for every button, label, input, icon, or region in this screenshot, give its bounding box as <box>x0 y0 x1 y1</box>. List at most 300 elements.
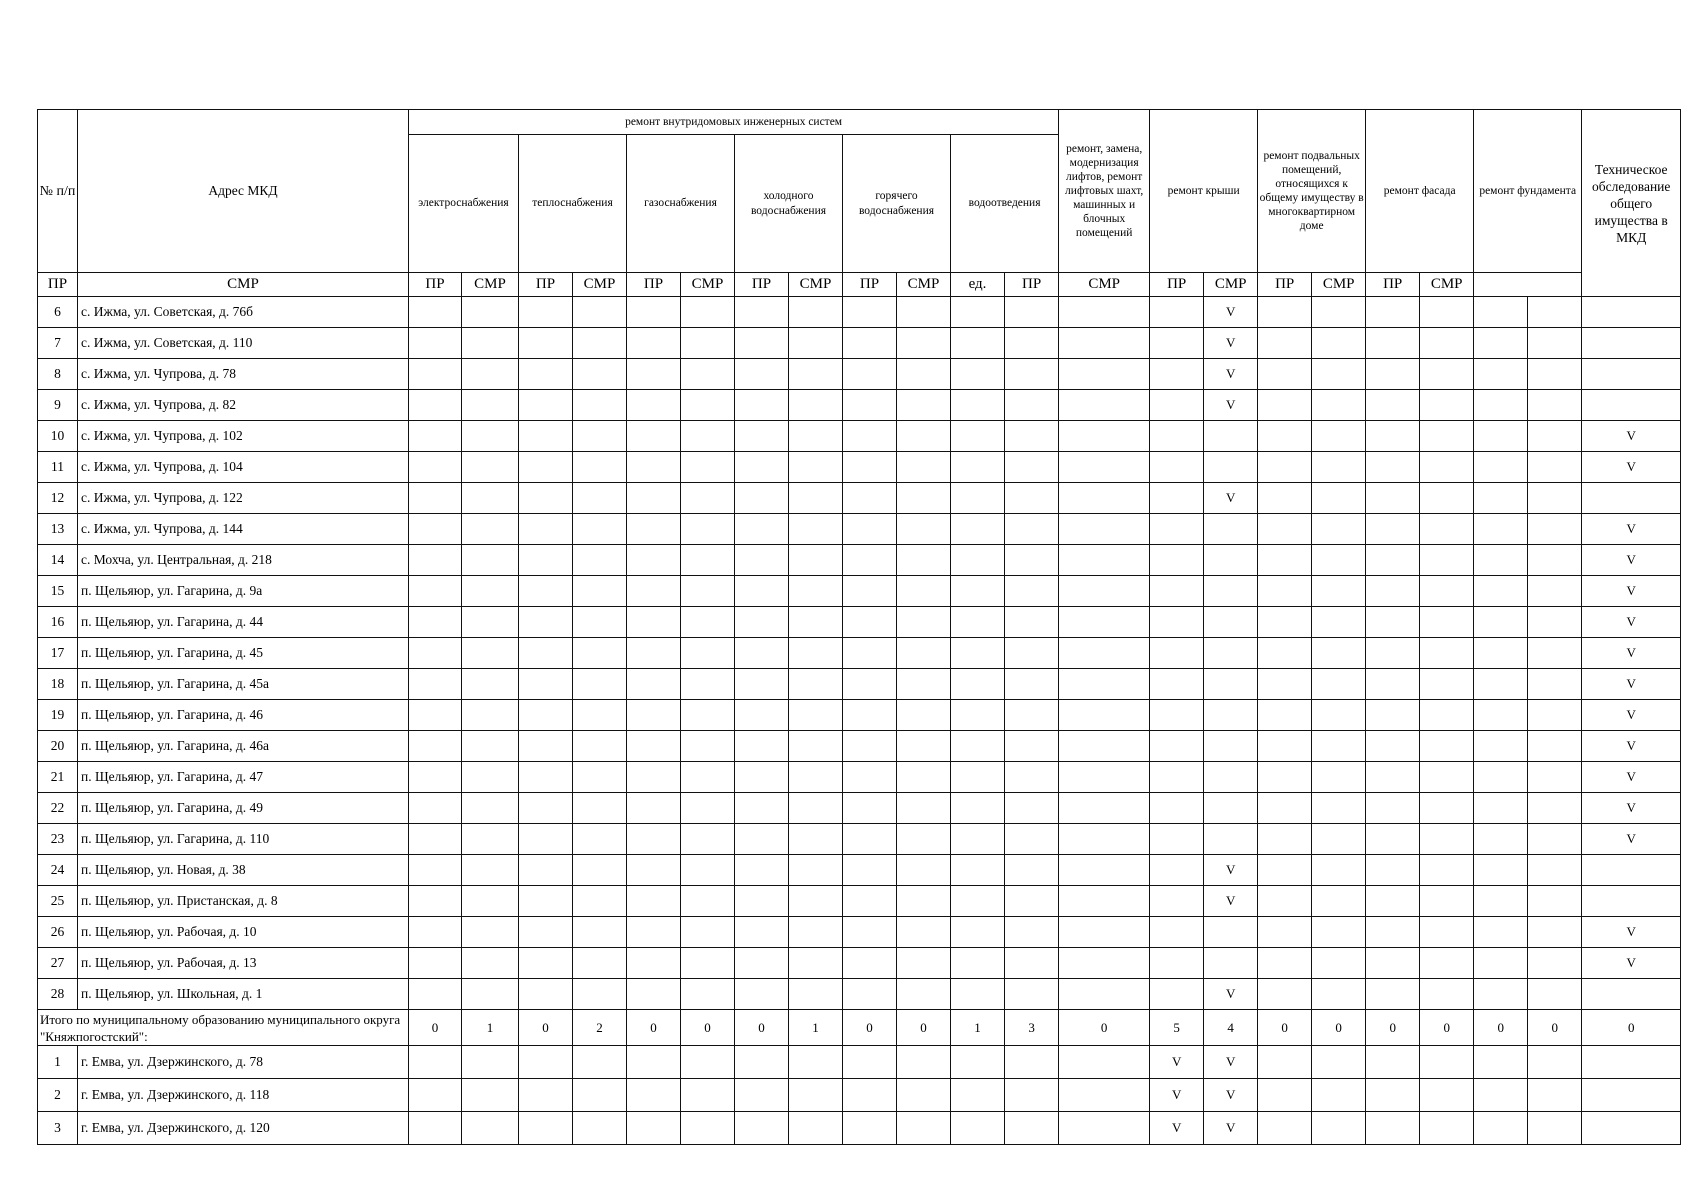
empty-cell <box>1059 607 1150 638</box>
empty-cell <box>897 700 951 731</box>
tech-inspection-mark: V <box>1582 762 1681 793</box>
empty-cell <box>409 328 462 359</box>
empty-cell <box>1258 390 1312 421</box>
empty-cell <box>1366 824 1420 855</box>
empty-cell <box>462 607 519 638</box>
empty-cell <box>409 948 462 979</box>
empty-cell <box>1312 1112 1366 1145</box>
empty-cell <box>843 731 897 762</box>
subheader-smr: СМР <box>78 273 409 297</box>
empty-cell <box>1312 824 1366 855</box>
subheader-smr: СМР <box>1420 273 1474 297</box>
empty-cell <box>409 483 462 514</box>
empty-cell <box>1059 1112 1150 1145</box>
row-address: п. Щельяюр, ул. Гагарина, д. 45 <box>78 638 409 669</box>
empty-cell <box>951 390 1005 421</box>
tech-inspection-mark: V <box>1582 824 1681 855</box>
empty-cell <box>1312 762 1366 793</box>
roof-pr-mark <box>1150 328 1204 359</box>
empty-cell <box>462 700 519 731</box>
empty-cell <box>462 1112 519 1145</box>
total-value: 1 <box>951 1010 1005 1046</box>
row-number: 2 <box>38 1079 78 1112</box>
tech-inspection-mark: V <box>1582 576 1681 607</box>
total-value: 0 <box>1420 1010 1474 1046</box>
table-row <box>38 700 1681 731</box>
empty-cell <box>1312 638 1366 669</box>
empty-cell <box>735 1046 789 1079</box>
empty-cell <box>1420 297 1474 328</box>
empty-cell <box>681 576 735 607</box>
empty-cell <box>1005 762 1059 793</box>
empty-cell <box>681 514 735 545</box>
roof-smr-mark <box>1204 669 1258 700</box>
row-address: п. Щельяюр, ул. Гагарина, д. 49 <box>78 793 409 824</box>
empty-cell <box>409 917 462 948</box>
empty-cell <box>1005 1046 1059 1079</box>
empty-cell <box>789 700 843 731</box>
empty-cell <box>1420 917 1474 948</box>
roof-pr-mark <box>1150 390 1204 421</box>
empty-cell <box>519 762 573 793</box>
empty-cell <box>409 545 462 576</box>
repair-plan-table <box>37 109 1681 1145</box>
empty-cell <box>843 576 897 607</box>
empty-cell <box>1366 979 1420 1010</box>
empty-cell <box>519 359 573 390</box>
empty-cell <box>681 979 735 1010</box>
empty-cell <box>951 855 1005 886</box>
empty-cell <box>1528 483 1582 514</box>
empty-cell <box>627 793 681 824</box>
header-system-cold-water: холодного водоснабжения <box>735 135 843 273</box>
empty-cell <box>1474 483 1528 514</box>
table-row <box>38 731 1681 762</box>
empty-cell <box>519 917 573 948</box>
empty-cell <box>1366 483 1420 514</box>
total-value: 0 <box>1528 1010 1582 1046</box>
empty-cell <box>627 1112 681 1145</box>
tech-inspection-mark: V <box>1582 638 1681 669</box>
table-row <box>38 1079 1681 1112</box>
empty-cell <box>681 824 735 855</box>
table-row <box>38 886 1681 917</box>
row-number: 14 <box>38 545 78 576</box>
empty-cell <box>735 731 789 762</box>
empty-cell <box>1312 328 1366 359</box>
subheader-pr: ПР <box>1005 273 1059 297</box>
empty-cell <box>573 731 627 762</box>
empty-cell <box>627 638 681 669</box>
empty-cell <box>843 793 897 824</box>
roof-smr-mark <box>1204 793 1258 824</box>
tech-inspection-mark: V <box>1582 421 1681 452</box>
empty-cell <box>789 452 843 483</box>
empty-cell <box>573 1046 627 1079</box>
empty-cell <box>1312 669 1366 700</box>
table-row <box>38 762 1681 793</box>
empty-cell <box>951 1112 1005 1145</box>
row-number: 15 <box>38 576 78 607</box>
empty-cell <box>1059 669 1150 700</box>
empty-cell <box>897 731 951 762</box>
empty-cell <box>897 793 951 824</box>
total-value: 0 <box>409 1010 462 1046</box>
empty-cell <box>1474 421 1528 452</box>
subheader-pr: ПР <box>1150 273 1204 297</box>
empty-cell <box>681 669 735 700</box>
row-number: 8 <box>38 359 78 390</box>
roof-pr-mark <box>1150 576 1204 607</box>
subheader-smr: СМР <box>573 273 627 297</box>
empty-cell <box>627 452 681 483</box>
tech-inspection-mark: V <box>1582 917 1681 948</box>
empty-cell <box>1005 328 1059 359</box>
empty-cell <box>1312 948 1366 979</box>
table-row <box>38 607 1681 638</box>
roof-pr-mark <box>1150 638 1204 669</box>
empty-cell <box>1059 917 1150 948</box>
empty-cell <box>1059 793 1150 824</box>
empty-cell <box>627 917 681 948</box>
empty-cell <box>789 483 843 514</box>
row-address: г. Емва, ул. Дзержинского, д. 120 <box>78 1112 409 1145</box>
empty-cell <box>573 1112 627 1145</box>
total-value: 4 <box>1204 1010 1258 1046</box>
roof-smr-mark <box>1204 948 1258 979</box>
empty-cell <box>409 359 462 390</box>
empty-cell <box>1005 483 1059 514</box>
empty-cell <box>789 359 843 390</box>
empty-cell <box>1312 359 1366 390</box>
roof-smr-mark: V <box>1204 886 1258 917</box>
empty-cell <box>951 1079 1005 1112</box>
empty-cell <box>789 855 843 886</box>
empty-cell <box>681 793 735 824</box>
empty-cell <box>1312 700 1366 731</box>
empty-cell <box>1312 421 1366 452</box>
empty-cell <box>897 886 951 917</box>
subheader-pr: ПР <box>38 273 78 297</box>
empty-cell <box>1312 1079 1366 1112</box>
empty-cell <box>951 483 1005 514</box>
empty-cell <box>897 1079 951 1112</box>
empty-cell <box>1059 483 1150 514</box>
empty-cell <box>1474 359 1528 390</box>
empty-cell <box>627 328 681 359</box>
empty-cell <box>1005 669 1059 700</box>
roof-pr-mark <box>1150 731 1204 762</box>
empty-cell <box>1420 731 1474 762</box>
empty-cell <box>1474 638 1528 669</box>
roof-pr-mark: V <box>1150 1046 1204 1079</box>
empty-cell <box>1474 700 1528 731</box>
table-row <box>38 390 1681 421</box>
table-row <box>38 855 1681 886</box>
empty-cell <box>951 948 1005 979</box>
empty-cell <box>735 514 789 545</box>
empty-cell <box>681 545 735 576</box>
row-address: г. Емва, ул. Дзержинского, д. 118 <box>78 1079 409 1112</box>
empty-cell <box>462 421 519 452</box>
empty-cell <box>1420 607 1474 638</box>
row-number: 1 <box>38 1046 78 1079</box>
empty-cell <box>735 607 789 638</box>
subheader-pr: ПР <box>1258 273 1312 297</box>
empty-cell <box>951 607 1005 638</box>
empty-cell <box>627 824 681 855</box>
empty-cell <box>409 669 462 700</box>
empty-cell <box>1366 452 1420 483</box>
empty-cell <box>519 452 573 483</box>
roof-pr-mark <box>1150 886 1204 917</box>
empty-cell <box>681 700 735 731</box>
roof-smr-mark <box>1204 824 1258 855</box>
empty-cell <box>627 669 681 700</box>
empty-cell <box>735 483 789 514</box>
roof-smr-mark <box>1204 576 1258 607</box>
empty-cell <box>1312 1046 1366 1079</box>
empty-cell <box>519 948 573 979</box>
empty-cell <box>843 607 897 638</box>
empty-cell <box>951 669 1005 700</box>
row-address: п. Щельяюр, ул. Пристанская, д. 8 <box>78 886 409 917</box>
empty-cell <box>735 762 789 793</box>
empty-cell <box>897 917 951 948</box>
empty-cell <box>843 297 897 328</box>
empty-cell <box>1420 700 1474 731</box>
empty-cell <box>1059 700 1150 731</box>
empty-cell <box>409 762 462 793</box>
row-number: 27 <box>38 948 78 979</box>
empty-cell <box>519 390 573 421</box>
empty-cell <box>1420 421 1474 452</box>
empty-cell <box>897 483 951 514</box>
empty-cell <box>1005 1112 1059 1145</box>
roof-pr-mark <box>1150 793 1204 824</box>
empty-cell <box>951 297 1005 328</box>
empty-cell <box>409 607 462 638</box>
tech-inspection-mark: V <box>1582 607 1681 638</box>
empty-cell <box>519 700 573 731</box>
total-value: 0 <box>1059 1010 1150 1046</box>
roof-pr-mark <box>1150 297 1204 328</box>
subheader-smr: СМР <box>462 273 519 297</box>
tech-inspection-mark <box>1582 886 1681 917</box>
empty-cell <box>627 731 681 762</box>
row-address: с. Ижма, ул. Чупрова, д. 104 <box>78 452 409 483</box>
empty-cell <box>789 886 843 917</box>
empty-cell <box>1474 514 1528 545</box>
row-address: п. Щельяюр, ул. Рабочая, д. 10 <box>78 917 409 948</box>
empty-cell <box>573 421 627 452</box>
total-value: 2 <box>573 1010 627 1046</box>
empty-cell <box>681 1079 735 1112</box>
roof-smr-mark <box>1204 917 1258 948</box>
row-number: 18 <box>38 669 78 700</box>
empty-cell <box>789 576 843 607</box>
row-address: с. Ижма, ул. Советская, д. 76б <box>78 297 409 328</box>
empty-cell <box>1312 390 1366 421</box>
table-row <box>38 359 1681 390</box>
subheader-smr: СМР <box>897 273 951 297</box>
roof-pr-mark <box>1150 700 1204 731</box>
empty-cell <box>789 917 843 948</box>
empty-cell <box>627 483 681 514</box>
empty-cell <box>1366 297 1420 328</box>
empty-cell <box>519 638 573 669</box>
empty-cell <box>627 855 681 886</box>
empty-cell <box>1005 545 1059 576</box>
empty-cell <box>1258 297 1312 328</box>
row-number: 13 <box>38 514 78 545</box>
empty-cell <box>897 638 951 669</box>
empty-cell <box>897 576 951 607</box>
roof-pr-mark <box>1150 948 1204 979</box>
empty-cell <box>1420 1079 1474 1112</box>
row-number: 22 <box>38 793 78 824</box>
row-address: п. Щельяюр, ул. Гагарина, д. 46 <box>78 700 409 731</box>
empty-cell <box>1474 328 1528 359</box>
empty-cell <box>735 669 789 700</box>
tech-inspection-mark <box>1582 359 1681 390</box>
empty-cell <box>843 390 897 421</box>
empty-cell <box>462 917 519 948</box>
empty-cell <box>1312 452 1366 483</box>
empty-cell <box>1366 731 1420 762</box>
empty-cell <box>1474 452 1528 483</box>
empty-cell <box>573 824 627 855</box>
row-address: с. Ижма, ул. Чупрова, д. 122 <box>78 483 409 514</box>
empty-cell <box>1528 855 1582 886</box>
empty-cell <box>1528 979 1582 1010</box>
empty-cell <box>519 545 573 576</box>
empty-cell <box>519 514 573 545</box>
row-number: 3 <box>38 1112 78 1145</box>
empty-cell <box>1474 886 1528 917</box>
empty-cell <box>1312 576 1366 607</box>
total-value: 0 <box>843 1010 897 1046</box>
empty-cell <box>1258 762 1312 793</box>
empty-cell <box>519 576 573 607</box>
empty-cell <box>1005 514 1059 545</box>
empty-cell <box>1258 669 1312 700</box>
empty-cell <box>573 948 627 979</box>
empty-cell <box>843 545 897 576</box>
subheader-smr: СМР <box>789 273 843 297</box>
total-row <box>38 1010 1681 1046</box>
empty-cell <box>1312 731 1366 762</box>
empty-cell <box>573 328 627 359</box>
empty-cell <box>1258 1079 1312 1112</box>
empty-cell <box>1258 700 1312 731</box>
empty-cell <box>1420 979 1474 1010</box>
empty-cell <box>1366 948 1420 979</box>
empty-cell <box>897 855 951 886</box>
empty-cell <box>789 607 843 638</box>
empty-cell <box>951 452 1005 483</box>
empty-cell <box>1059 855 1150 886</box>
empty-cell <box>409 421 462 452</box>
roof-smr-mark: V <box>1204 297 1258 328</box>
empty-cell <box>1312 979 1366 1010</box>
empty-cell <box>789 390 843 421</box>
table-row <box>38 576 1681 607</box>
empty-cell <box>735 545 789 576</box>
empty-cell <box>1528 700 1582 731</box>
empty-cell <box>789 979 843 1010</box>
row-number: 23 <box>38 824 78 855</box>
empty-cell <box>1059 452 1150 483</box>
empty-cell <box>462 545 519 576</box>
row-number: 24 <box>38 855 78 886</box>
empty-cell <box>681 297 735 328</box>
empty-cell <box>897 545 951 576</box>
roof-smr-mark: V <box>1204 1046 1258 1079</box>
roof-smr-mark: V <box>1204 979 1258 1010</box>
empty-cell <box>627 359 681 390</box>
empty-cell <box>573 979 627 1010</box>
header-foundation: ремонт фундамента <box>1474 110 1582 273</box>
empty-cell <box>789 1079 843 1112</box>
empty-cell <box>1474 731 1528 762</box>
empty-cell <box>462 328 519 359</box>
empty-cell <box>1366 514 1420 545</box>
header-facade: ремонт фасада <box>1366 110 1474 273</box>
empty-cell <box>409 1079 462 1112</box>
empty-cell <box>897 328 951 359</box>
total-value: 0 <box>519 1010 573 1046</box>
roof-smr-mark: V <box>1204 1112 1258 1145</box>
empty-cell <box>1420 1112 1474 1145</box>
empty-cell <box>519 421 573 452</box>
empty-cell <box>519 669 573 700</box>
empty-cell <box>1312 514 1366 545</box>
empty-cell <box>843 979 897 1010</box>
empty-cell <box>573 297 627 328</box>
empty-cell <box>1528 545 1582 576</box>
empty-cell <box>1474 824 1528 855</box>
empty-cell <box>735 824 789 855</box>
empty-cell <box>843 638 897 669</box>
empty-cell <box>1005 979 1059 1010</box>
empty-cell <box>1528 328 1582 359</box>
tech-inspection-mark <box>1582 297 1681 328</box>
row-number: 6 <box>38 297 78 328</box>
empty-cell <box>462 514 519 545</box>
empty-cell <box>789 1112 843 1145</box>
empty-cell <box>1474 1112 1528 1145</box>
empty-cell <box>573 359 627 390</box>
roof-pr-mark <box>1150 762 1204 793</box>
empty-cell <box>843 1079 897 1112</box>
tech-inspection-mark: V <box>1582 948 1681 979</box>
empty-cell <box>462 669 519 700</box>
empty-cell <box>1312 297 1366 328</box>
total-value: 0 <box>735 1010 789 1046</box>
row-number: 10 <box>38 421 78 452</box>
empty-cell <box>1258 1046 1312 1079</box>
empty-cell <box>519 731 573 762</box>
empty-cell <box>1474 545 1528 576</box>
empty-cell <box>1366 421 1420 452</box>
empty-cell <box>843 886 897 917</box>
subheader-pr: ПР <box>735 273 789 297</box>
empty-cell <box>1005 1079 1059 1112</box>
empty-cell <box>462 638 519 669</box>
empty-cell <box>1420 948 1474 979</box>
empty-cell <box>1474 979 1528 1010</box>
